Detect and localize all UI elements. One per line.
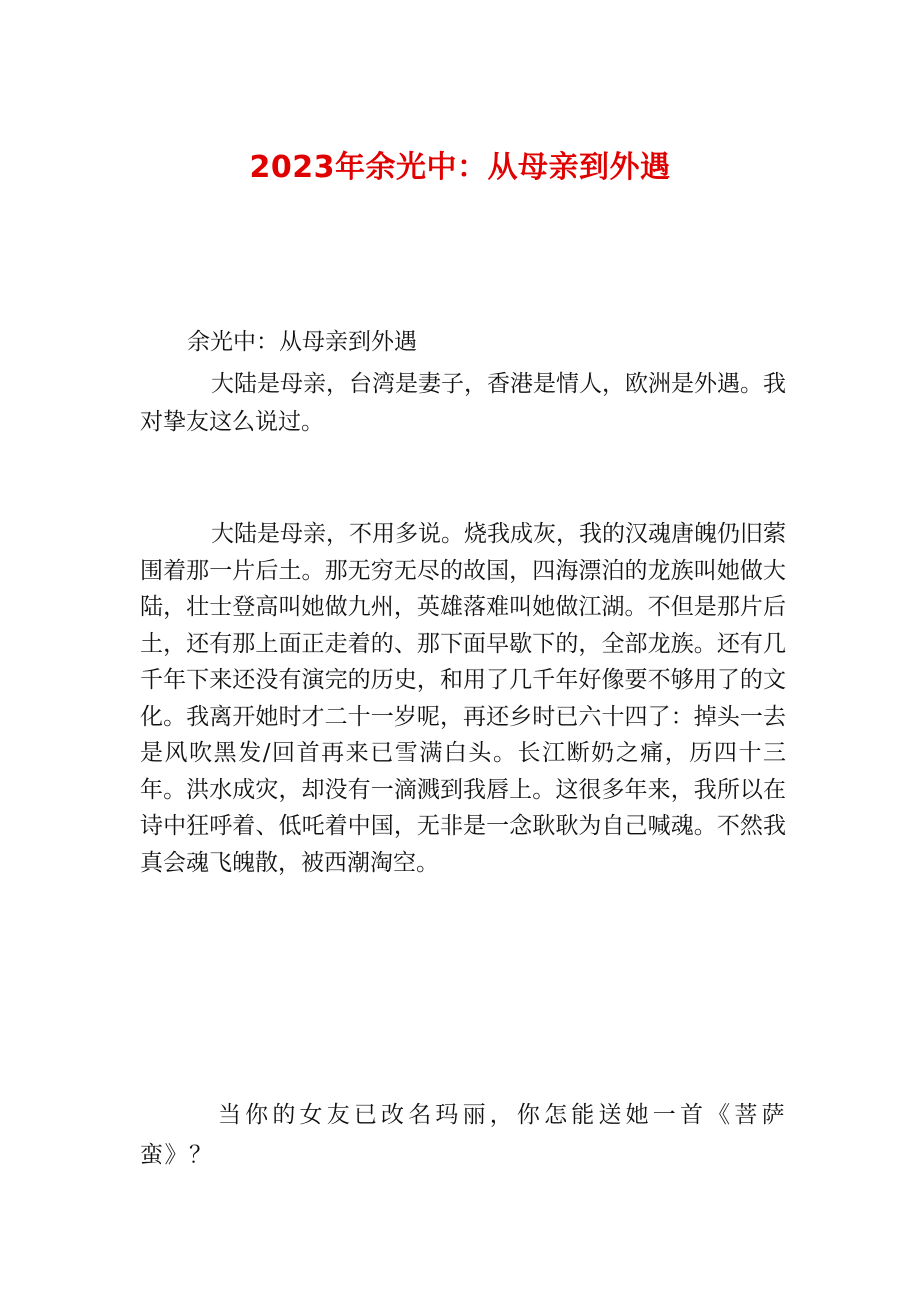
document-title: 2023年余光中：从母亲到外遇 — [249, 150, 671, 185]
article-subtitle: 余光中：从母亲到外遇 — [187, 329, 417, 355]
paragraph-1: 大陆是母亲，台湾是妻子，香港是情人，欧洲是外遇。我对挚友这么说过。 — [140, 371, 786, 435]
paragraph-2: 大陆是母亲，不用多说。烧我成灰，我的汉魂唐魄仍旧萦围着那一片后土。那无穷无尽的故国，四海漂泊的龙族叫她做大陆，壮士登高叫她做九州，英雄落难叫她做江湖。不但是那片后土，还有那上面正走着的、那下面早歇下的，全部龙族。还有几千年下来还没有演完的历史，和用了几千年好像要不够用了的文化。我离开她时才二十一岁呢，再还乡时已六十四了：掉头一去是风吹黑发/回首再来已雪满白头。长江断奶之痛，历四十三年。洪水成灾，却没有一滴溅到我唇上。这很多年来，我所以在诗中狂呼着、低吒着中国，无非是一念耿耿为自己喊魂。不然我真会魂飞魄散，被西潮淘空。 — [140, 521, 786, 876]
paragraph-3: 当你的女友已改名玛丽，你怎能送她一首《菩萨蛮》？ — [140, 1102, 786, 1168]
